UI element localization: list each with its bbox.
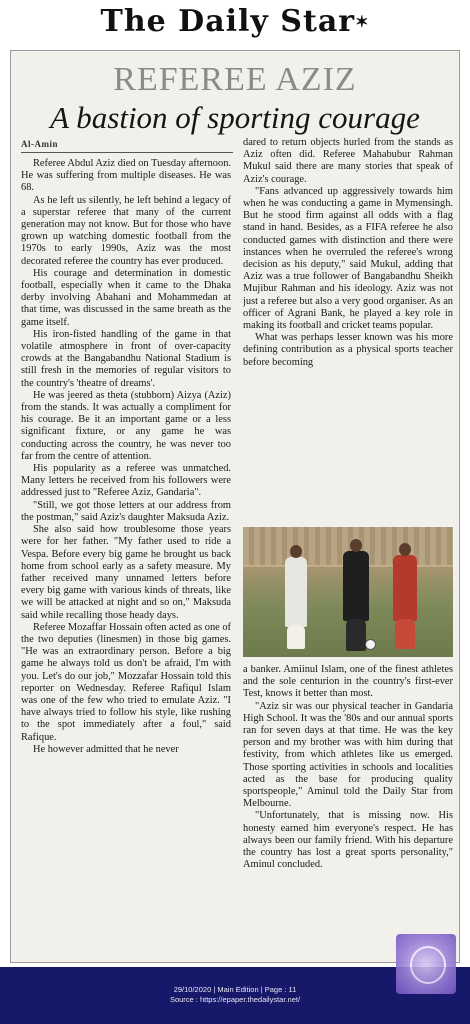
source-link[interactable]: Source : https://epaper.thedailystar.net/ xyxy=(169,995,301,1004)
paragraph: a banker. Amiinul Islam, one of the finest athletes and the sole centurion in the country's first-ever Test, knows it better than most. xyxy=(243,664,453,700)
photo-head xyxy=(399,543,411,556)
newspaper-logo: The Daily Star✶ xyxy=(100,4,370,39)
paragraph: As he left us silently, he left behind a legacy of a superstar referee that many of the current generation may not know. But for those who have grown up watching domestic football from the 1970s to early 1990s, Aziz was the most decorated referee the country has ever produced. xyxy=(21,194,231,267)
masthead xyxy=(0,0,470,50)
star-icon: ✶ xyxy=(355,12,370,31)
byline: Al-Amin xyxy=(21,139,58,149)
paragraph: What was perhaps lesser known was his more defining contribution as a physical sports teacher before becoming xyxy=(243,332,453,368)
paragraph: "Unfortunately, that is missing now. His honesty earned him everyone's respect. He has always been our family friend. With his departure the country has lost a great sports personality," Aminul concluded. xyxy=(243,810,453,871)
column-right-bottom xyxy=(243,664,453,959)
paragraph: He was jeered as theta (stubborn) Aizya (Aziz) from the stands. It was actually a compliment for his courage. Be it an important game or a less significant fixture, or any game he was conducting across the country, he was never too far from the centre of attention. xyxy=(21,389,231,462)
paragraph: She also said how troublesome those years were for her father. "My father used to ride a Vespa. Before every big game he brought us back home from school early as a safety measure. My father received many unnamed letters before every big game with various kinds of threats, like we will be attacked at night and so on," Maksuda said while recalling those heady days. xyxy=(21,524,231,621)
photo-player-red-legs xyxy=(395,619,415,649)
photo-player-white-legs xyxy=(287,625,305,649)
paragraph: "Still, we got those letters at our address from the postman," said Aziz's daughter Maksuda Aziz. xyxy=(21,499,231,523)
edition-info: 29/10/2020 | Main Edition | Page : 11 xyxy=(173,985,297,994)
paragraph: He however admitted that he never xyxy=(33,743,179,755)
photo-referee xyxy=(343,551,369,621)
photo-head xyxy=(290,545,302,558)
photo-football xyxy=(365,639,376,650)
column-left xyxy=(21,158,231,958)
photo-referee-legs xyxy=(346,619,366,651)
paragraph: "Fans advanced up aggressively towards him when he was conducting a game in Mymensingh. But he stood firm against all odds with a flag stand in hand. Besides, as a FIFA referee he also conducted games with distinction and there were instances when he overruled the referee's wrong decision as his deputy," said Mukul, adding that Aziz was a true follower of Bangabandhu Sheikh Mujibur Rahman and his ideology. Aziz was not just a referee but also a very good organiser. As an officer of Agrani Bank, he played a key role in making its football and cricket teams popular. xyxy=(243,185,453,332)
column-right-top xyxy=(243,137,453,522)
article-headline: REFEREE AZIZ xyxy=(113,61,357,98)
paragraph: dared to return objects hurled from the stands as Aziz often did. Referee Mahabubur Rahman Mukul said there are many stories that speak of Aziz's courage. xyxy=(243,137,453,185)
photo-player-white xyxy=(285,557,307,627)
article-photo xyxy=(243,527,453,657)
watermark-ring xyxy=(410,946,446,984)
article-subheadline: A bastion of sporting courage xyxy=(50,100,420,135)
photo-player-red xyxy=(393,555,417,621)
paragraph: His popularity as a referee was unmatched. Many letters he received from his followers were addressed just to "Referee Aziz, Gandaria". xyxy=(21,463,231,499)
article-clipping xyxy=(10,50,460,963)
byline-rule xyxy=(21,152,233,153)
paragraph: His iron-fisted handling of the game in that volatile atmosphere in front of over-capacity crowds at the Bangabandhu National Stadium is still fresh in the memories of regular visitors to the country's 'theatre of dreams'. xyxy=(21,328,231,389)
watermark-logo-icon xyxy=(396,934,456,994)
paragraph: Referee Abdul Aziz died on Tuesday afternoon. He was suffering from multiple diseases. He was 68. xyxy=(21,158,231,194)
paragraph: "Aziz sir was our physical teacher in Gandaria High School. It was the '80s and our annual sports ran for seven days at that time. He was the key person and my brother was with him during that festivity, from which athletes like us emerged. Those sporting activities in schools and localities acted as the base for producing quality sportspeople," Aminul told the Daily Star from Melbourne. xyxy=(243,700,453,810)
paragraph: His courage and determination in domestic football, especially when it came to the Dhaka derby involving Abahani and Mohammedan at that time, was discussed in the same breath as the game itself. xyxy=(21,267,231,328)
paragraph: Referee Mozaffar Hossain often acted as one of the two deputies (linesmen) in those big games. "He was an extraordinary person. Before a big game he always told us don't be afraid, I'm with you. Let's do our job," Mozzafar Hossain told this reporter on Wednesday. Referee Rafiqul Islam was one of the few who tried to emulate Aziz. "I have always tried to follow his style, like rushing to the spot immediately after a foul," said Rafique. xyxy=(21,621,231,743)
photo-head xyxy=(350,539,362,552)
